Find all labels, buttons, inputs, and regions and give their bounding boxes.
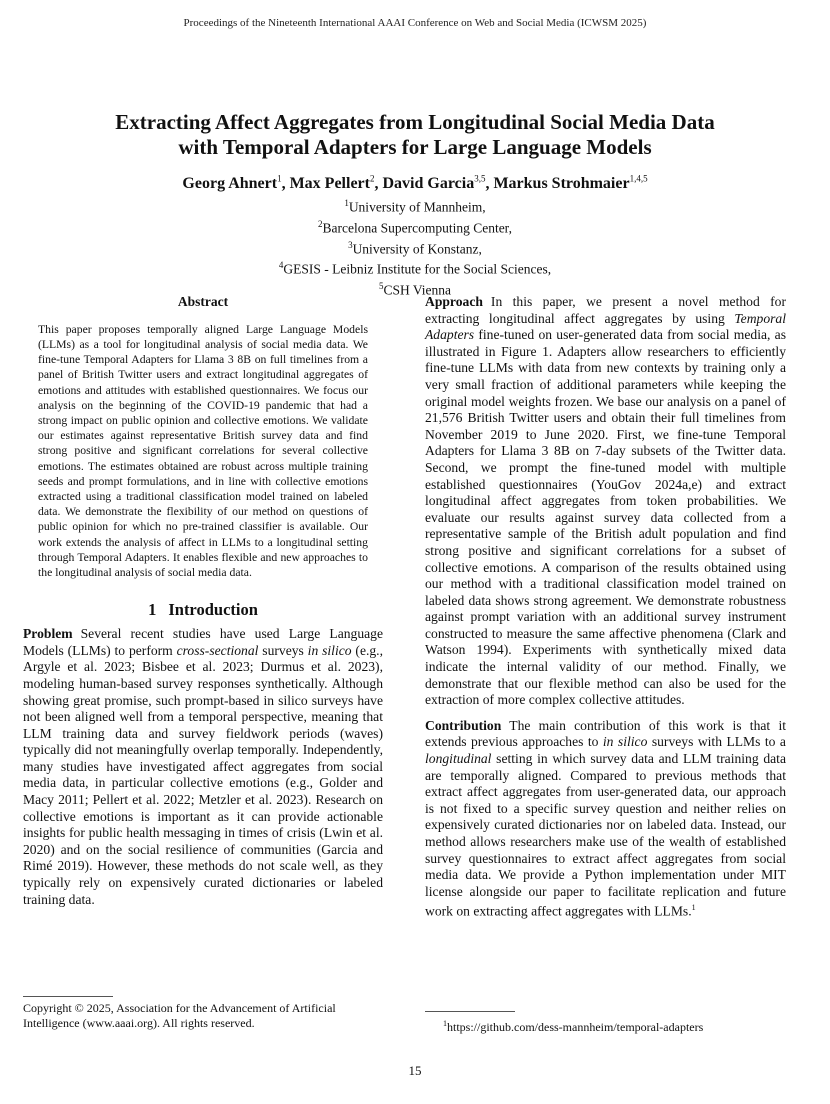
affiliation: $^3$University of Konstanz, [348, 239, 482, 257]
right-column [425, 294, 786, 921]
affiliation: $^4$GESIS - Leibniz Institute for the Social Sciences, [278, 260, 552, 277]
author: Markus Strohmaier$^{1,4,5}$ [493, 174, 648, 193]
paper-title [60, 110, 770, 160]
author: David Garcia$^{3,5}$ [382, 174, 486, 193]
affiliation: $^2$Barcelona Supercomputing Center, [317, 219, 513, 236]
author: Max Pellert$^2$ [289, 174, 375, 193]
abstract-heading: Abstract [177, 294, 229, 309]
abstract-text: This paper proposes temporally aligned Large Language Models (LLMs) as a tool for longitudinal analysis of social media data. We fine-tune Temporal Adapters for Llama 3 8B on full timelines from a panel of British Twitter users and extract longitudinal aggregates of emotions and attitudes with established questionnaires. We focus our analysis on the beginning of the COVID-19 pandemic that had a strong impact on public opinion and collective emotions. We validate our estimates against representative British survey data and find strong positive and significant correlations for several collective emotions. The estimates obtained are robust across multiple training seeds and prompt formulations, and in line with collective emotions extracted using a traditional classification model trained on labeled data. We demonstrate the flexibility of our method on questions of public opinion for which no pre-trained classifier is available. Our work extends the analysis of affect in LLMs to a longitudinal setting through Temporal Adapters. It enables flexible and new approaches to the longitudinal analysis of social media data. [38, 322, 368, 579]
footnote-mark: 1 [443, 1019, 447, 1028]
footnote-divider [23, 996, 113, 997]
section-heading-introduction [23, 600, 383, 620]
problem-label: Problem [23, 626, 73, 642]
affiliation: $^1$University of Mannheim, [344, 198, 486, 215]
contribution-label: Contribution [425, 717, 502, 733]
footnote [443, 1016, 703, 1035]
title-line-1: Extracting Affect Aggregates from Longitudinal Social Media Data [115, 110, 715, 134]
footnote-link[interactable]: https://github.com/dess-mannheim/temporal-adapters [447, 1020, 704, 1034]
author-list: Georg Ahnert$^1$, Max Pellert$^2$, David Garcia$^{3,5}$, Markus Strohmaier$^{1,4,5}$ [182, 174, 648, 193]
title-line-2: with Temporal Adapters for Large Language Models [178, 135, 652, 159]
title-block [60, 110, 770, 299]
copyright-notice: Copyright © 2025, Association for the Advancement of Artificial Intelligence (www.aaai.org). All rights reserved. [23, 1001, 336, 1030]
footnote-reference[interactable]: 1 [691, 903, 696, 913]
section-title: Introduction [168, 600, 258, 620]
contribution-paragraph: Contribution The main contribution of this work is that it extends previous approaches to in silico surveys with LLMs to a longitudinal setting in which survey data and LLM training data are temporally aligned. Compared to previous methods that extract affect aggregates from user-generated data, our approach is not fixed to a specific survey question and neither relies on expensively curated dictionaries nor on labeled data. Instead, our method allows researchers make use of the wealth of established survey questionnaires to extract affect aggregates from social media data. We provide a Python implementation under MIT license alongside our paper to facilitate replication and future work on extracting affect aggregates with LLMs.$^1$ [425, 717, 786, 919]
running-header: Proceedings of the Nineteenth International AAAI Conference on Web and Social Media (ICWSM 2025) [183, 17, 647, 29]
affiliation: $^5$CSH Vienna [378, 281, 452, 298]
approach-label: Approach [425, 294, 483, 309]
section-number: 1 [148, 600, 157, 620]
approach-paragraph: Approach In this paper, we present a novel method for extracting longitudinal affect aggregates by using Temporal Adapters fine-tuned on user-generated data from social media, as illustrated in Figure 1. Adapters allow researchers to efficiently fine-tune LLMs with data from new contexts by training only a very small fraction of additional parameters while keeping the original model weights frozen. We base our analysis on a panel of 21,576 British Twitter users and obtain their full timelines from November 2019 to June 2020. First, we fine-tune Temporal Adapters for Llama 3 8B on 7-day subsets of the Twitter data. Second, we prompt the fine-tuned model with multiple established questionnaires (YouGov 2024a,e) and extract longitudinal affect aggregates from token probabilities. We evaluate our results against survey data collected from a representative sample of the British adult population and find strong positive and significant correlations for a subset of collective emotions. A comparison of the results obtained using our method with a traditional classification model trained on labeled data shows strong agreement. We demonstrate robustness against prompt variation with an additional survey instrument constructed to measure the same affective phenomena (Clark and Watson 1994). Experiments with synthetically mixed data indicate the internal validity of our method. Finally, we demonstrate that our flexible method can also be used for the extraction of more complex collective attitudes. [425, 294, 786, 708]
left-column [23, 294, 383, 908]
footnote-divider [425, 1011, 515, 1012]
problem-paragraph: Problem Several recent studies have used Large Language Models (LLMs) to perform cross-sectional surveys in silico (e.g., Argyle et al. 2023; Bisbee et al. 2023; Durmus et al. 2023), modeling human-based survey responses synthetically. Although showing great promise, such prompt-based in silico surveys have not been aligned well from a temporal perspective, meaning that LLM training data and survey fieldwork periods (waves) typically did not meaningfully overlap temporally. Independently, many studies have investigated affect aggregates from social media data, in particular collective emotions (e.g., Golder and Macy 2011; Pellert et al. 2022; Metzler et al. 2023). Research on collective emotions is important as it can provide actionable insights for public health messaging in times of crisis (Lwin et al. 2020) and on the social resilience of communities (Garcia and Rimé 2019). However, these methods do not scale well, as they typically rely on expensively curated dictionaries or labeled training data. [23, 626, 383, 907]
author: Georg Ahnert$^1$ [182, 174, 282, 193]
page-number: 15 [408, 1063, 422, 1078]
affiliation-list [60, 195, 770, 299]
